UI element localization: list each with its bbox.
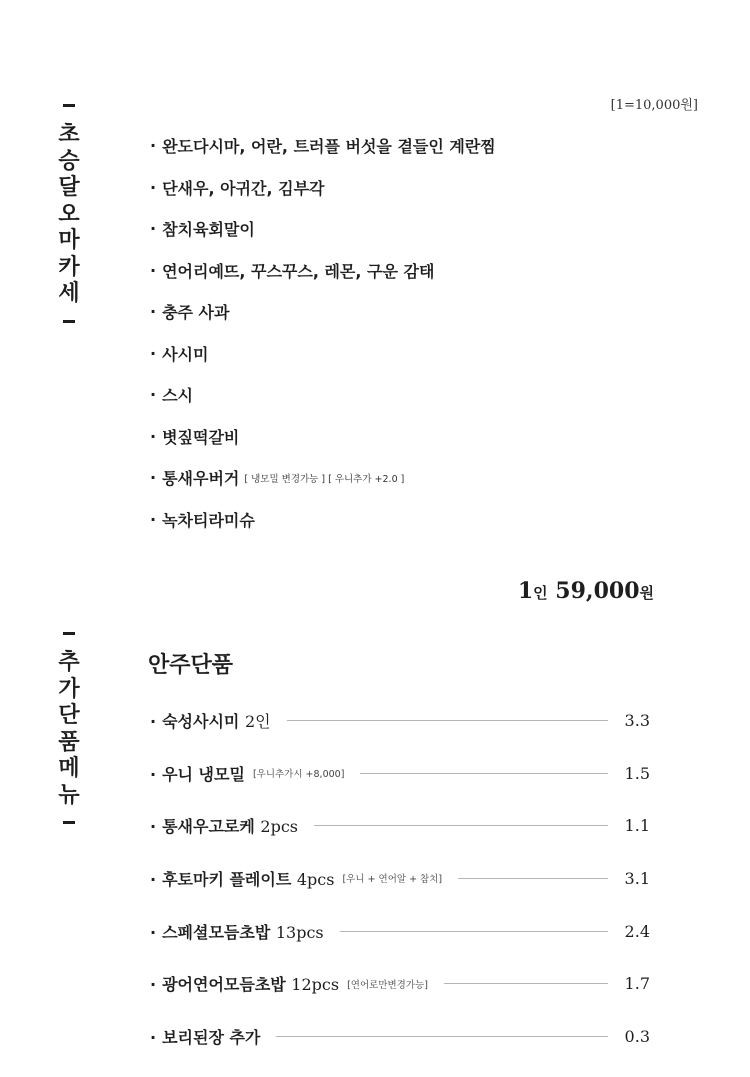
addon-item-qty: 2pcs [260,817,298,837]
bullet: · [150,385,157,405]
bullet: · [150,426,157,446]
addon-item-name-wrap [150,920,324,943]
rate-note: [1=10,000원] [610,98,698,113]
leader-line [340,931,608,932]
price-amount: 59,000 [547,578,640,604]
leader-line [444,983,608,984]
vertical-char: 카 [58,254,80,280]
addon-item [150,799,650,852]
course-item [150,333,496,375]
vertical-char: 뉴 [58,782,80,808]
course-item [150,250,496,292]
addon-price: 1.5 [624,763,650,783]
divider-dash [63,821,75,824]
course-item-name: 스시 [162,386,193,406]
addon-item-name: 후토마키 플레이트 [162,869,297,889]
addon-price: 1.1 [624,816,650,836]
addon-item [150,1010,650,1063]
addon-item-name-wrap [150,762,245,785]
bullet: · [150,219,157,239]
leader-line [287,720,608,721]
bullet: · [150,136,157,156]
course-price [518,578,654,604]
divider-dash [63,632,75,635]
divider-dash [63,320,75,323]
course-item-name: 충주 사과 [162,303,230,323]
leader-line [276,1036,608,1037]
bullet: · [150,260,157,280]
vertical-char: 메 [58,756,80,781]
vertical-char: 오 [58,201,80,227]
addon-price: 3.1 [624,868,650,888]
course-list [150,125,496,540]
bullet: · [150,817,157,837]
addon-item-name: 광어연어모듬초밥 [162,975,292,995]
addon-item-name: 스페셜모듬초밥 [162,922,276,942]
course-item-name: 연어리예뜨, 꾸스꾸스, 레몬, 구운 감태 [162,261,435,281]
addon-item [150,852,650,905]
course-item [150,208,496,250]
bullet: · [150,764,157,784]
addon-item [150,694,650,747]
course-vertical-title [55,104,83,323]
vertical-char: 초 [58,122,80,147]
course-item-name: 사시미 [162,344,209,364]
vertical-char: 세 [58,281,80,306]
price-per: 인 [533,584,548,602]
addon-list [150,694,650,1063]
addon-item-qty: 4pcs [296,869,335,889]
leader-line [360,773,608,774]
course-item [150,125,496,167]
addon-item [150,957,650,1010]
addon-item-name-wrap [150,814,298,837]
course-item [150,499,496,541]
section-title: 안주단품 [148,653,234,678]
addon-vertical-title [55,632,83,824]
bullet: · [150,869,157,889]
course-item [150,291,496,333]
addon-item-name-wrap [150,1025,260,1048]
course-item-name: 참치육회말이 [162,220,255,240]
divider-dash [63,104,75,107]
addon-item-qty: 2인 [244,711,271,731]
addon-item-name: 숙성사시미 [162,711,245,731]
vertical-char: 마 [58,228,80,253]
bullet: · [150,975,157,995]
vertical-char: 품 [58,729,80,755]
course-item [150,167,496,209]
addon-item-name: 보리된장 추가 [162,1027,261,1047]
bullet: · [150,711,157,731]
addon-price: 1.7 [624,974,650,994]
addon-item-note: [연어로만변경가능] [347,979,428,991]
price-unit: 원 [639,584,654,602]
bullet: · [150,177,157,197]
bullet: · [150,468,157,488]
course-item-note: [ 냉모밀 변경가능 ] [ 우니추가 +2.0 ] [244,473,405,485]
course-item-name: 단새우, 아귀간, 김부각 [162,178,325,198]
bullet: · [150,343,157,363]
addon-item [150,747,650,800]
vertical-char: 가 [58,676,80,702]
addon-item-qty: 12pcs [291,975,340,995]
addon-price: 2.4 [624,921,650,941]
course-item [150,457,496,499]
leader-line [314,825,608,826]
addon-item-qty: 13pcs [275,922,324,942]
vertical-char: 단 [58,703,80,728]
addon-item-name: 통새우고로케 [162,817,261,837]
addon-price: 0.3 [624,1026,650,1046]
course-item [150,374,496,416]
addon-item [150,905,650,958]
vertical-char: 승 [58,148,80,174]
bullet: · [150,922,157,942]
vertical-char: 추 [58,650,80,675]
addon-item-note: [우니 + 연어알 + 참치] [342,874,443,886]
course-item-name: 볏짚떡갈비 [162,427,240,447]
addon-item-name-wrap [150,972,339,995]
course-item [150,416,496,458]
course-item-name: 녹차티라미슈 [162,510,255,530]
leader-line [458,878,608,879]
course-item-name: 완도다시마, 어란, 트러플 버섯을 곁들인 계란찜 [162,137,496,157]
addon-price: 3.3 [624,710,650,730]
bullet: · [150,302,157,322]
course-item-name: 통새우버거 [162,469,240,489]
bullet: · [150,1027,157,1047]
vertical-char: 달 [58,175,80,200]
price-prefix: 1 [517,578,534,604]
addon-item-name-wrap [150,867,334,890]
bullet: · [150,509,157,529]
addon-item-name: 우니 냉모밀 [162,764,245,784]
addon-item-name-wrap [150,709,271,732]
addon-item-note: [우니추가시 +8,000] [252,769,345,781]
